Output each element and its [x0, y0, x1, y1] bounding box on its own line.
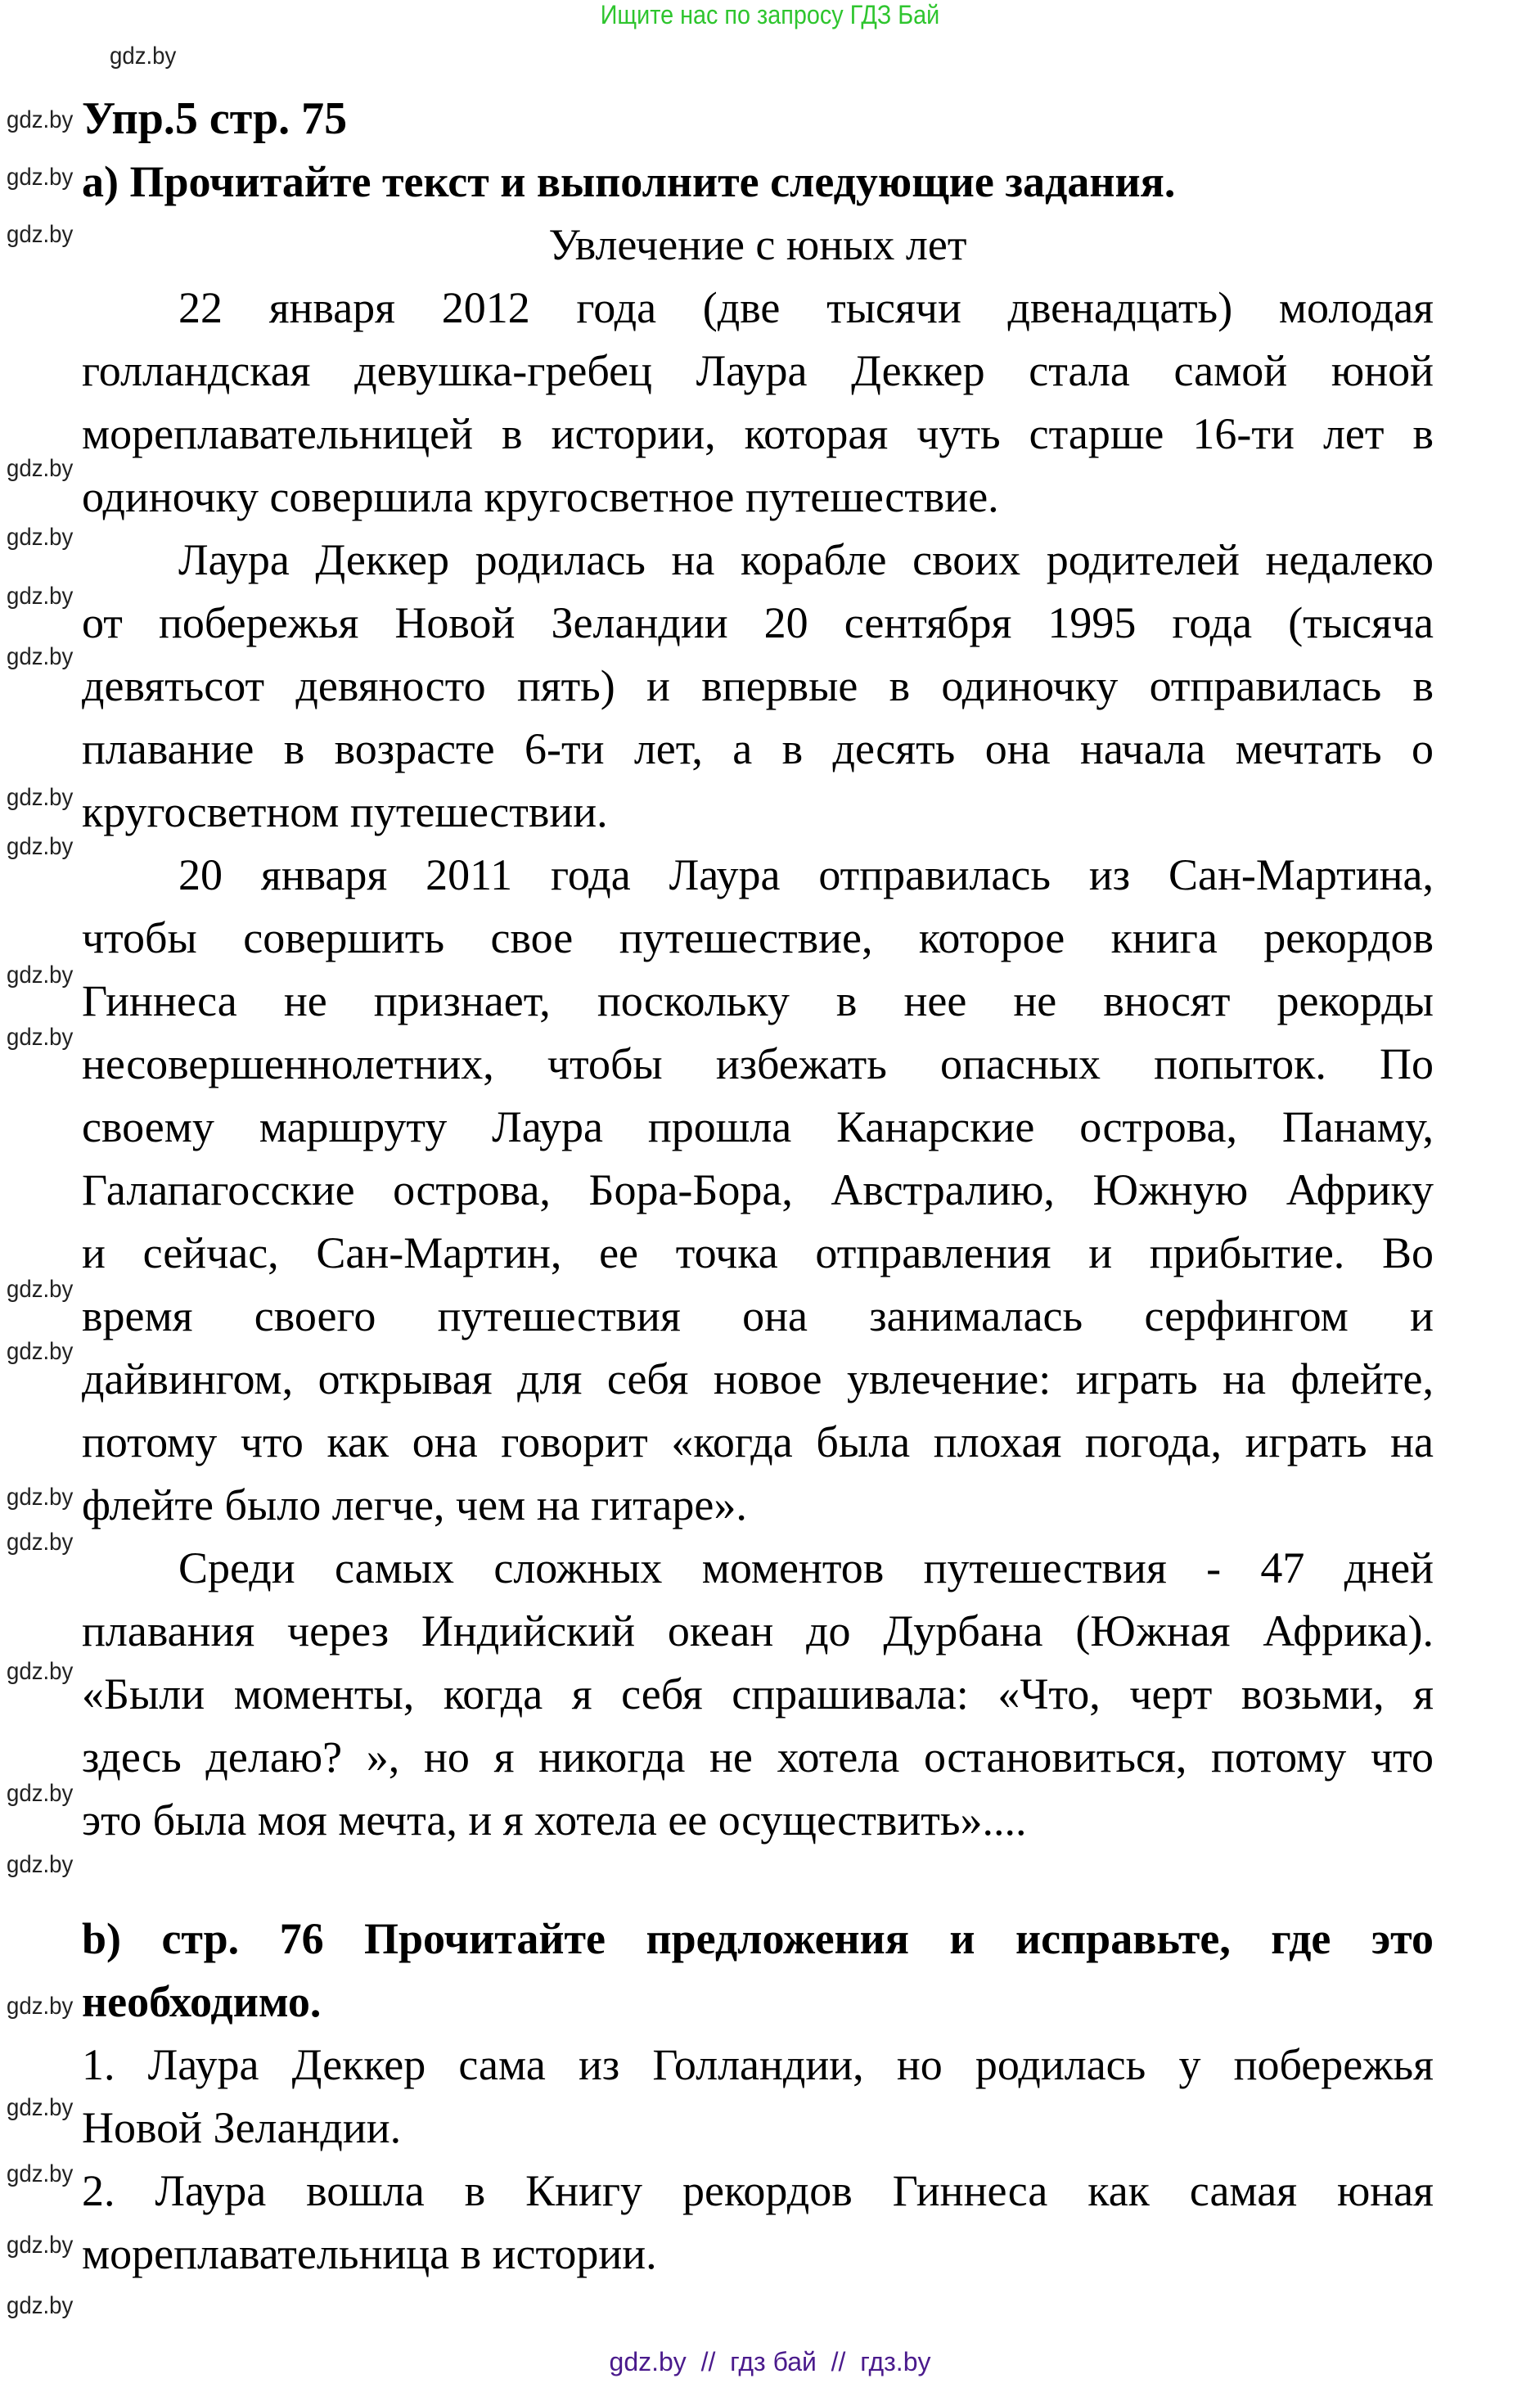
paragraph-line: Галапагосские острова, Бора-Бора, Австралию, Южную Африку — [82, 1165, 1434, 1214]
watermark-text: gdz.by — [7, 1993, 74, 2020]
watermark-text: gdz.by — [7, 2094, 74, 2121]
document-body — [82, 88, 1434, 2286]
statement-line: Новой Зеландии. — [82, 2103, 402, 2152]
watermark-text: gdz.by — [7, 1529, 74, 1556]
watermark-text: gdz.by — [7, 455, 74, 482]
paragraph-line: «Были моменты, когда я себя спрашивала: «Что, черт возьми, я — [82, 1669, 1434, 1719]
paragraph-line: Среди самых сложных моментов путешествия - 47 дней — [178, 1543, 1434, 1592]
watermark-text: gdz.by — [7, 2160, 74, 2187]
task-b-heading: b) стр. 76 Прочитайте предложения и исправьте, где это — [82, 1914, 1434, 1963]
watermark-text: gdz.by — [7, 833, 74, 860]
paragraph-line: девятьсот девяносто пять) и впервые в одиночку отправилась в — [82, 661, 1434, 710]
watermark-text: gdz.by — [7, 524, 74, 551]
watermark-text: gdz.by — [7, 1851, 74, 1878]
watermark-text: gdz.by — [7, 164, 74, 191]
paragraph-line: здесь делаю? », но я никогда не хотела остановиться, потому что — [82, 1732, 1434, 1782]
paragraph-line: несовершеннолетних, чтобы избежать опасных попыток. По — [82, 1039, 1434, 1088]
exercise-title: Упр.5 стр. 75 — [82, 93, 348, 144]
watermark-text: gdz.by — [7, 1780, 74, 1807]
paragraph-line: мореплавательницей в истории, которая чуть старше 16-ти лет в — [82, 409, 1434, 458]
text-title: Увлечение с юных лет — [548, 220, 967, 269]
paragraph-line: это была моя мечта, и я хотела ее осуществить».... — [82, 1795, 1027, 1845]
watermark-text: gdz.by — [7, 1276, 74, 1303]
paragraph-line: одиночку совершила кругосветное путешествие. — [82, 472, 999, 521]
watermark-text: gdz.by — [7, 1484, 74, 1511]
watermark-text: gdz.by — [7, 784, 74, 811]
search-banner: Ищите нас по запросу ГДЗ Бай — [600, 0, 940, 29]
watermark-text: gdz.by — [7, 1338, 74, 1365]
watermark-text: gdz.by — [7, 2292, 74, 2319]
watermark-text: gdz.by — [110, 43, 177, 70]
paragraph-line: плавания через Индийский океан до Дурбана (Южная Африка). — [82, 1606, 1434, 1655]
watermark-text: gdz.by — [7, 106, 74, 133]
paragraph-line: голландская девушка-гребец Лаура Деккер стала самой юной — [82, 346, 1434, 395]
spacer — [82, 1852, 1434, 1908]
watermark-text: gdz.by — [7, 221, 74, 248]
watermark-text: gdz.by — [7, 962, 74, 989]
statement-line: мореплавательница в истории. — [82, 2229, 657, 2278]
paragraph-line: время своего путешествия она занималась серфингом и — [82, 1291, 1434, 1340]
paragraph-line: кругосветном путешествии. — [82, 787, 608, 836]
footer-banner: gdz.by // гдз бай // гдз.by — [609, 2347, 931, 2376]
paragraph-line: и сейчас, Сан-Мартин, ее точка отправления и прибытие. Во — [82, 1228, 1434, 1277]
paragraph-line: Лаура Деккер родилась на корабле своих родителей недалеко — [178, 535, 1434, 584]
task-b-heading: необходимо. — [82, 1977, 322, 2026]
paragraph-line: чтобы совершить свое путешествие, которое книга рекордов — [82, 913, 1434, 962]
watermark-text: gdz.by — [7, 1024, 74, 1051]
watermark-text: gdz.by — [7, 643, 74, 670]
watermark-text: gdz.by — [7, 583, 74, 610]
paragraph-line: плавание в возрасте 6-ти лет, а в десять она начала мечтать о — [82, 724, 1434, 773]
watermark-text: gdz.by — [7, 1658, 74, 1685]
paragraph-line: своему маршруту Лаура прошла Канарские острова, Панаму, — [82, 1102, 1434, 1151]
paragraph-line: 22 января 2012 года (две тысячи двенадцать) молодая — [178, 283, 1434, 332]
statement-line: 2. Лаура вошла в Книгу рекордов Гиннеса как самая юная — [82, 2166, 1434, 2215]
paragraph-line: от побережья Новой Зеландии 20 сентября 1995 года (тысяча — [82, 598, 1434, 647]
paragraph-line: 20 января 2011 года Лаура отправилась из Сан-Мартина, — [178, 850, 1434, 899]
paragraph-line: флейте было легче, чем на гитаре». — [82, 1480, 747, 1529]
paragraph-line: Гиннеса не признает, поскольку в нее не вносят рекорды — [82, 976, 1434, 1025]
paragraph-line: дайвингом, открывая для себя новое увлечение: играть на флейте, — [82, 1354, 1434, 1403]
task-a-heading: a) Прочитайте текст и выполните следующие задания. — [82, 157, 1176, 206]
paragraph-line: потому что как она говорит «когда была плохая погода, играть на — [82, 1417, 1434, 1466]
watermark-text: gdz.by — [7, 2232, 74, 2259]
statement-line: 1. Лаура Деккер сама из Голландии, но родилась у побережья — [82, 2040, 1434, 2089]
